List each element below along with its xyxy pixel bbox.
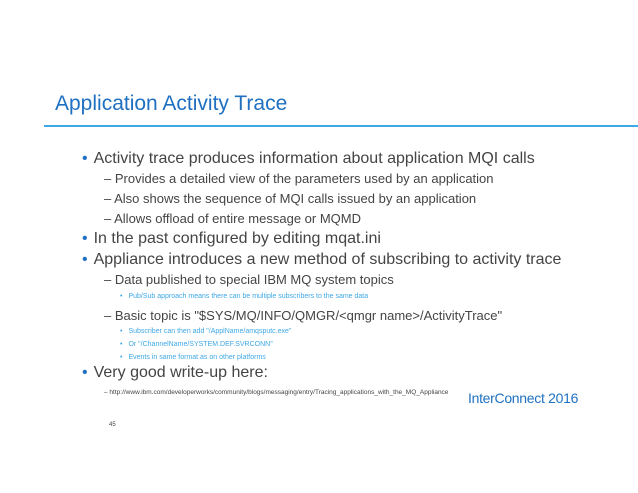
bullet-level2: – Provides a detailed view of the parameters used by an application xyxy=(104,171,494,186)
bullet-level1 xyxy=(82,364,268,382)
page-number: 45 xyxy=(109,422,116,428)
bullet-level2: – Basic topic is "$SYS/MQ/INFO/QMGR/<qmgr name>/ActivityTrace" xyxy=(104,308,503,323)
bullet-dot-icon: • xyxy=(82,364,88,381)
bullet-level3 xyxy=(120,354,266,361)
bullet-dot-icon: • xyxy=(82,150,88,167)
bullet-level3 xyxy=(120,341,273,348)
bullet-level3 xyxy=(120,293,368,300)
brand-logo: InterConnect 2016 xyxy=(468,390,579,406)
writeup-link[interactable]: – http://www.ibm.com/developerworks/community/blogs/messaging/entry/Tracing_applications_with_the_MQ_Appliance xyxy=(104,389,449,396)
bullet-level1 xyxy=(82,251,561,269)
bullet-dot-icon: • xyxy=(82,230,88,247)
bullet-text: Events in same format as on other platforms xyxy=(128,354,266,361)
bullet-level2: – Also shows the sequence of MQI calls issued by an application xyxy=(104,191,477,206)
bullet-text: Pub/Sub approach means there can be multiple subscribers to the same data xyxy=(128,293,369,300)
bullet-level2: – Data published to special IBM MQ system topics xyxy=(104,272,394,287)
bullet-level1 xyxy=(82,230,381,248)
bullet-text: Very good write-up here: xyxy=(93,364,268,381)
bullet-dot-icon: • xyxy=(120,354,123,361)
bullet-text: Appliance introduces a new method of subscribing to activity trace xyxy=(93,251,562,268)
slide-title: Application Activity Trace xyxy=(55,92,288,115)
bullet-level3 xyxy=(120,328,291,335)
bullet-dot-icon: • xyxy=(82,251,88,268)
bullet-text: Or "/ChannelName/SYSTEM.DEF.SVRCONN" xyxy=(128,341,273,348)
title-divider xyxy=(44,125,638,127)
bullet-level2: – Allows offload of entire message or MQMD xyxy=(104,211,361,226)
bullet-text: Subscriber can then add "/ApplName/amqsputc.exe" xyxy=(128,328,292,335)
bullet-text: In the past configured by editing mqat.ini xyxy=(93,230,381,247)
bullet-level1 xyxy=(82,150,535,168)
bullet-text: Activity trace produces information about application MQI calls xyxy=(93,150,535,167)
bullet-dot-icon: • xyxy=(120,341,123,348)
bullet-dot-icon: • xyxy=(120,328,123,335)
bullet-dot-icon: • xyxy=(120,293,123,300)
